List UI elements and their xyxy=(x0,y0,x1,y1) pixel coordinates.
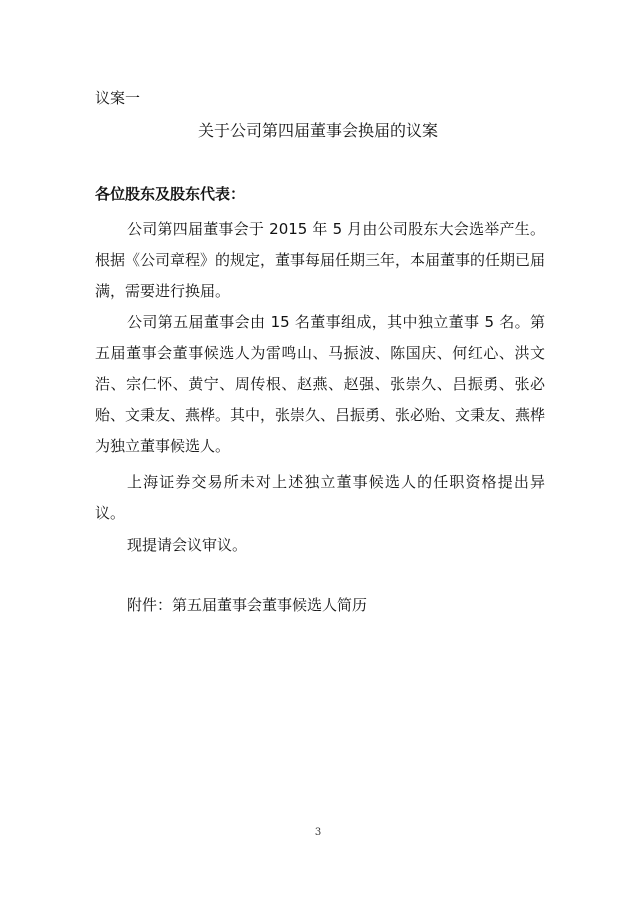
paragraph-request-review: 现提请会议审议。 xyxy=(127,536,248,554)
motion-label: 议案一 xyxy=(95,89,141,107)
paragraph-exchange-review: 上海证券交易所未对上述独立董事候选人的任职资格提出异议。 xyxy=(95,473,545,522)
page-number: 3 xyxy=(314,827,322,838)
salutation: 各位股东及股东代表： xyxy=(95,185,246,203)
attachment-line: 附件：第五届董事会董事候选人简历 xyxy=(127,596,368,614)
paragraph-term-expiry: 公司第四届董事会于 2015 年 5 月由公司股东大会选举产生。根据《公司章程》的规定，董事每届任期三年，本届董事的任期已届满，需要进行换届。 xyxy=(95,220,546,300)
paragraph-board-candidates: 公司第五届董事会由 15 名董事组成，其中独立董事 5 名。第五届董事会董事候选人为雷鸣山、马振波、陈国庆、何红心、洪文浩、宗仁怀、黄宁、周传根、赵燕、赵强、张崇久、吕振勇、张必贻、文秉友、燕桦。其中，张崇久、吕振勇、张必贻、文秉友、燕桦为独立董事候选人。 xyxy=(95,313,546,455)
document-title: 关于公司第四届董事会换届的议案 xyxy=(197,121,438,140)
